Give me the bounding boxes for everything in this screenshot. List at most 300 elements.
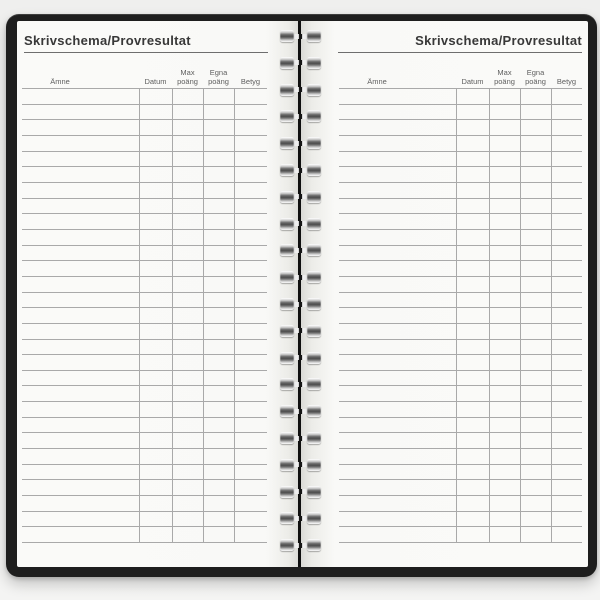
column-header-datum [456,78,489,87]
table-cell [139,527,172,542]
table-cell [22,465,139,480]
table-cell [551,512,582,527]
table-cell [22,308,139,323]
table-cell [172,371,203,386]
table-cell [551,167,582,182]
table-cell [139,199,172,214]
table-cell [489,418,520,433]
table-cell [456,199,489,214]
table-cell [489,324,520,339]
table-cell [551,340,582,355]
table-cell [139,324,172,339]
table-cell [234,308,267,323]
table-cell [339,371,456,386]
table-cell [22,246,139,261]
table-cell [456,120,489,135]
table-cell [551,386,582,401]
table-cell [22,152,139,167]
table-row [339,512,582,528]
table-cell [489,308,520,323]
table-cell [551,89,582,104]
table-cell [22,261,139,276]
table-row [339,527,582,543]
table-cell [203,246,234,261]
table-cell [551,418,582,433]
table-cell [234,136,267,151]
table-cell [22,512,139,527]
table-cell [520,120,551,135]
table-cell [489,465,520,480]
table-cell [456,512,489,527]
table-row [22,183,267,199]
table-cell [234,120,267,135]
table-cell [520,386,551,401]
table-cell [203,355,234,370]
table-cell [456,527,489,542]
table-cell [203,418,234,433]
table-cell [203,402,234,417]
table-cell [456,480,489,495]
table-cell [203,230,234,245]
table-row [22,246,267,262]
table-cell [520,308,551,323]
table-cell [551,246,582,261]
table-cell [172,386,203,401]
table-cell [520,496,551,511]
table-cell [339,136,456,151]
table-cell [234,402,267,417]
table-cell [172,89,203,104]
table-cell [520,277,551,292]
table-cell [22,324,139,339]
table-cell [172,246,203,261]
table-row [22,371,267,387]
table-row [22,449,267,465]
table-cell [139,355,172,370]
table-row [22,496,267,512]
table-cell [139,386,172,401]
table-row [339,136,582,152]
table-cell [489,449,520,464]
table-row [22,136,267,152]
table-row [22,105,267,121]
table-cell [139,120,172,135]
table-header-row [22,53,267,89]
table-cell [172,512,203,527]
table-row [22,402,267,418]
table-cell [139,105,172,120]
table-cell [489,105,520,120]
table-cell [203,183,234,198]
table-cell [520,183,551,198]
table-cell [139,480,172,495]
table-cell [551,199,582,214]
table-cell [339,449,456,464]
table-cell [339,527,456,542]
table-row [22,512,267,528]
table-cell [234,480,267,495]
table-cell [551,183,582,198]
table-cell [520,246,551,261]
table-cell [203,120,234,135]
table-cell [172,308,203,323]
table-row [339,199,582,215]
column-header-egna-poang [203,69,234,86]
planner-cover [6,14,597,577]
table-cell [234,465,267,480]
table-cell [234,230,267,245]
table-cell [22,402,139,417]
table-cell [489,340,520,355]
table-cell [456,277,489,292]
table-cell [520,136,551,151]
table-cell [22,277,139,292]
table-cell [489,386,520,401]
table-row [339,167,582,183]
table-row [339,449,582,465]
table-cell [234,340,267,355]
table-cell [234,355,267,370]
table-cell [234,199,267,214]
table-cell [551,433,582,448]
table-cell [339,230,456,245]
table-cell [489,277,520,292]
table-cell [203,449,234,464]
table-cell [520,230,551,245]
table-cell [520,371,551,386]
table-cell [139,230,172,245]
page-title: Skrivschema/Provresultat [338,33,582,53]
table-cell [203,89,234,104]
table-cell [22,480,139,495]
table-row [339,246,582,262]
column-header-egna-poang [520,69,551,86]
table-row [22,167,267,183]
table-cell [456,214,489,229]
table-cell [551,402,582,417]
table-cell [172,152,203,167]
column-header-text: Datum [144,76,167,86]
table-row [339,402,582,418]
table-cell [203,433,234,448]
table-cell [456,465,489,480]
table-cell [203,293,234,308]
table-cell [234,105,267,120]
table-cell [339,418,456,433]
table-cell [139,167,172,182]
table-cell [520,355,551,370]
table-row [339,433,582,449]
table-cell [551,230,582,245]
table-cell [456,136,489,151]
table-cell [234,527,267,542]
table-cell [456,355,489,370]
table-rows [22,89,267,543]
column-header-text: Max [180,68,195,77]
table-cell [22,386,139,401]
table-cell [203,465,234,480]
column-header-text: Ämne [367,76,387,86]
table-cell [139,214,172,229]
table-cell [172,261,203,276]
table-cell [339,402,456,417]
left-page [17,21,300,567]
column-header-amne [22,78,139,87]
table-row [339,386,582,402]
table-cell [22,355,139,370]
table-cell [139,183,172,198]
table-row [22,199,267,215]
table-cell [139,152,172,167]
table-row [339,355,582,371]
table-cell [489,293,520,308]
table-cell [456,246,489,261]
table-cell [203,527,234,542]
table-cell [456,293,489,308]
table-cell [234,277,267,292]
table-cell [551,152,582,167]
table-cell [520,418,551,433]
table-row [339,418,582,434]
table-cell [339,246,456,261]
table-cell [520,293,551,308]
table-row [22,261,267,277]
table-cell [551,465,582,480]
table-cell [339,324,456,339]
table-cell [520,214,551,229]
table-cell [489,167,520,182]
column-header-text: poäng [525,76,546,86]
table-cell [234,152,267,167]
table-cell [203,199,234,214]
table-cell [456,308,489,323]
table-cell [234,261,267,276]
table-cell [339,293,456,308]
column-header-text: Max [497,68,512,77]
table-cell [489,120,520,135]
table-cell [139,246,172,261]
table-cell [22,433,139,448]
table-cell [339,308,456,323]
table-row [22,480,267,496]
table-cell [489,527,520,542]
table-cell [520,480,551,495]
table-cell [139,418,172,433]
table-cell [551,120,582,135]
table-row [22,230,267,246]
table-cell [456,105,489,120]
table-cell [551,371,582,386]
table-cell [172,277,203,292]
table-cell [234,449,267,464]
column-header-text: Egna [209,68,228,77]
table-cell [551,214,582,229]
table-cell [234,214,267,229]
table-cell [489,512,520,527]
table-row [339,496,582,512]
table-cell [172,355,203,370]
table-row [339,105,582,121]
table-cell [489,433,520,448]
table-row [22,355,267,371]
table-cell [339,89,456,104]
table-row [339,277,582,293]
table-cell [489,261,520,276]
table-cell [520,152,551,167]
page-spread [17,21,588,567]
column-header-text: poäng [208,76,229,86]
table-cell [551,324,582,339]
table-cell [22,167,139,182]
table-row [22,308,267,324]
table-cell [551,277,582,292]
table-cell [22,293,139,308]
table-cell [203,277,234,292]
table-cell [234,433,267,448]
table-cell [456,418,489,433]
table-cell [339,152,456,167]
table-cell [456,152,489,167]
column-header-amne [339,78,456,87]
column-header-text: Egna [526,68,545,77]
column-header-max-poang [489,69,520,86]
table-row [22,386,267,402]
table-cell [520,402,551,417]
table-cell [456,496,489,511]
table-cell [234,371,267,386]
table-row [22,433,267,449]
table-cell [172,214,203,229]
table-cell [22,230,139,245]
table-cell [172,183,203,198]
table-row [22,465,267,481]
table-cell [551,480,582,495]
column-header-text: Betyg [240,76,261,86]
table-cell [22,89,139,104]
table-cell [456,230,489,245]
table-cell [22,199,139,214]
table-cell [172,167,203,182]
table-cell [456,449,489,464]
table-cell [489,136,520,151]
table-row [339,340,582,356]
column-header-text: Betyg [556,76,577,86]
table-cell [456,402,489,417]
table-cell [489,230,520,245]
table-cell [489,152,520,167]
table-cell [489,402,520,417]
table-cell [339,120,456,135]
table-row [339,230,582,246]
table-cell [139,261,172,276]
table-row [22,293,267,309]
table-cell [234,512,267,527]
column-header-text: Ämne [50,76,70,86]
table-cell [489,355,520,370]
table-cell [456,167,489,182]
table-row [22,324,267,340]
table-cell [203,214,234,229]
table-cell [172,402,203,417]
table-cell [139,308,172,323]
table-cell [22,340,139,355]
table-cell [203,496,234,511]
table-row [339,120,582,136]
table-cell [139,277,172,292]
table-cell [22,418,139,433]
table-cell [172,293,203,308]
table-cell [234,324,267,339]
table-cell [203,512,234,527]
column-header-text: Datum [461,76,484,86]
table-cell [551,293,582,308]
table-cell [172,324,203,339]
table-cell [139,465,172,480]
table-cell [203,136,234,151]
table-cell [456,261,489,276]
table-row [339,371,582,387]
table-cell [489,199,520,214]
table-cell [234,183,267,198]
table-cell [339,480,456,495]
table-cell [520,340,551,355]
table-cell [22,371,139,386]
table-cell [22,449,139,464]
table-row [339,293,582,309]
table-cell [203,105,234,120]
table-cell [456,433,489,448]
table-row [22,152,267,168]
table-cell [172,433,203,448]
table-cell [339,512,456,527]
table-cell [339,261,456,276]
page-title: Skrivschema/Provresultat [24,33,268,53]
table-cell [234,246,267,261]
results-table [339,53,582,543]
table-cell [203,480,234,495]
table-cell [234,418,267,433]
table-row [339,308,582,324]
table-cell [456,183,489,198]
table-cell [339,105,456,120]
table-cell [172,527,203,542]
table-cell [234,167,267,182]
table-cell [172,480,203,495]
table-cell [339,433,456,448]
table-cell [339,465,456,480]
table-cell [489,246,520,261]
table-cell [234,386,267,401]
table-cell [339,386,456,401]
table-cell [22,120,139,135]
table-cell [489,496,520,511]
table-row [22,527,267,543]
table-cell [551,449,582,464]
table-cell [203,386,234,401]
table-cell [520,261,551,276]
table-cell [339,183,456,198]
table-cell [489,214,520,229]
table-row [339,152,582,168]
column-header-text: poäng [177,76,198,86]
table-cell [139,371,172,386]
table-cell [551,355,582,370]
table-cell [172,105,203,120]
column-header-betyg [551,78,582,87]
table-cell [172,230,203,245]
table-cell [172,136,203,151]
table-row [22,418,267,434]
